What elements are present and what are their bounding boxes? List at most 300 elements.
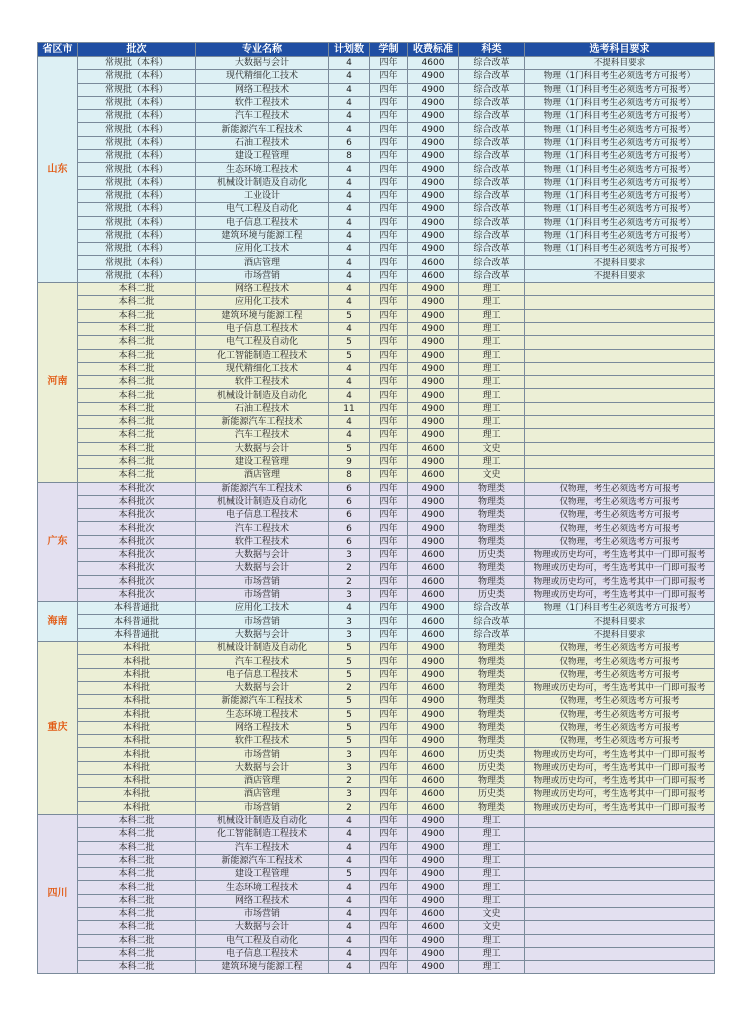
batch-cell: 常规批（本科） bbox=[78, 150, 196, 163]
fee-cell: 4600 bbox=[408, 748, 459, 761]
duration-cell: 四年 bbox=[370, 509, 408, 522]
requirement-cell: 物理或历史均可，考生选考其中一门即可报考 bbox=[525, 681, 715, 694]
requirement-cell: 物理或历史均可，考生选考其中一门即可报考 bbox=[525, 801, 715, 814]
plan-count-cell: 4 bbox=[329, 814, 370, 827]
major-cell: 市场营销 bbox=[196, 269, 329, 282]
major-cell: 市场营销 bbox=[196, 801, 329, 814]
plan-count-cell: 4 bbox=[329, 362, 370, 375]
requirement-cell bbox=[525, 828, 715, 841]
plan-count-cell: 3 bbox=[329, 628, 370, 641]
major-cell: 电气工程及自动化 bbox=[196, 203, 329, 216]
category-cell: 物理类 bbox=[459, 775, 525, 788]
duration-cell: 四年 bbox=[370, 336, 408, 349]
table-row bbox=[38, 203, 715, 216]
requirement-cell: 不提科目要求 bbox=[525, 57, 715, 70]
duration-cell: 四年 bbox=[370, 735, 408, 748]
batch-cell: 本科批 bbox=[78, 695, 196, 708]
plan-count-cell: 11 bbox=[329, 402, 370, 415]
plan-count-cell: 5 bbox=[329, 336, 370, 349]
fee-cell: 4900 bbox=[408, 336, 459, 349]
category-cell: 理工 bbox=[459, 868, 525, 881]
batch-cell: 本科二批 bbox=[78, 322, 196, 335]
batch-cell: 常规批（本科） bbox=[78, 256, 196, 269]
fee-cell: 4900 bbox=[408, 642, 459, 655]
table-row bbox=[38, 814, 715, 827]
table-body bbox=[38, 57, 715, 974]
table-row bbox=[38, 416, 715, 429]
major-cell: 市场营销 bbox=[196, 748, 329, 761]
plan-count-cell: 4 bbox=[329, 269, 370, 282]
table-row bbox=[38, 854, 715, 867]
batch-cell: 本科二批 bbox=[78, 283, 196, 296]
plan-count-cell: 4 bbox=[329, 416, 370, 429]
requirement-cell bbox=[525, 947, 715, 960]
major-cell: 电子信息工程技术 bbox=[196, 322, 329, 335]
table-row bbox=[38, 934, 715, 947]
batch-cell: 本科二批 bbox=[78, 908, 196, 921]
fee-cell: 4600 bbox=[408, 256, 459, 269]
table-row bbox=[38, 881, 715, 894]
plan-count-cell: 4 bbox=[329, 256, 370, 269]
fee-cell: 4900 bbox=[408, 668, 459, 681]
major-cell: 新能源汽车工程技术 bbox=[196, 854, 329, 867]
plan-count-cell: 4 bbox=[329, 934, 370, 947]
fee-cell: 4900 bbox=[408, 70, 459, 83]
duration-cell: 四年 bbox=[370, 548, 408, 561]
duration-cell: 四年 bbox=[370, 349, 408, 362]
plan-count-cell: 3 bbox=[329, 615, 370, 628]
table-row bbox=[38, 349, 715, 362]
category-cell: 理工 bbox=[459, 841, 525, 854]
major-cell: 机械设计制造及自动化 bbox=[196, 814, 329, 827]
requirement-cell: 物理（1门科目考生必须选考方可报考） bbox=[525, 83, 715, 96]
batch-cell: 本科二批 bbox=[78, 921, 196, 934]
category-cell: 历史类 bbox=[459, 761, 525, 774]
duration-cell: 四年 bbox=[370, 522, 408, 535]
major-cell: 汽车工程技术 bbox=[196, 429, 329, 442]
table-row bbox=[38, 642, 715, 655]
batch-cell: 本科批 bbox=[78, 801, 196, 814]
plan-count-cell: 4 bbox=[329, 283, 370, 296]
plan-count-cell: 5 bbox=[329, 668, 370, 681]
fee-cell: 4600 bbox=[408, 921, 459, 934]
plan-count-cell: 5 bbox=[329, 642, 370, 655]
requirement-cell bbox=[525, 309, 715, 322]
major-cell: 汽车工程技术 bbox=[196, 110, 329, 123]
category-cell: 综合改革 bbox=[459, 189, 525, 202]
batch-cell: 本科批次 bbox=[78, 562, 196, 575]
duration-cell: 四年 bbox=[370, 269, 408, 282]
plan-count-cell: 4 bbox=[329, 296, 370, 309]
duration-cell: 四年 bbox=[370, 402, 408, 415]
table-row bbox=[38, 429, 715, 442]
major-cell: 网络工程技术 bbox=[196, 721, 329, 734]
table-row bbox=[38, 376, 715, 389]
batch-cell: 本科批 bbox=[78, 748, 196, 761]
plan-count-cell: 4 bbox=[329, 203, 370, 216]
duration-cell: 四年 bbox=[370, 256, 408, 269]
duration-cell: 四年 bbox=[370, 602, 408, 615]
batch-cell: 本科批 bbox=[78, 761, 196, 774]
major-cell: 建筑环境与能源工程 bbox=[196, 309, 329, 322]
category-cell: 理工 bbox=[459, 309, 525, 322]
requirement-cell: 仅物理，考生必须选考方可报考 bbox=[525, 642, 715, 655]
duration-cell: 四年 bbox=[370, 176, 408, 189]
batch-cell: 本科二批 bbox=[78, 841, 196, 854]
major-cell: 新能源汽车工程技术 bbox=[196, 416, 329, 429]
plan-count-cell: 4 bbox=[329, 881, 370, 894]
province-cell: 四川 bbox=[38, 814, 78, 974]
category-cell: 理工 bbox=[459, 322, 525, 335]
duration-cell: 四年 bbox=[370, 416, 408, 429]
fee-cell: 4900 bbox=[408, 123, 459, 136]
plan-count-cell: 5 bbox=[329, 695, 370, 708]
table-row bbox=[38, 721, 715, 734]
category-cell: 理工 bbox=[459, 296, 525, 309]
table-row bbox=[38, 522, 715, 535]
requirement-cell bbox=[525, 283, 715, 296]
duration-cell: 四年 bbox=[370, 442, 408, 455]
plan-count-cell: 3 bbox=[329, 588, 370, 601]
category-cell: 综合改革 bbox=[459, 602, 525, 615]
major-cell: 新能源汽车工程技术 bbox=[196, 482, 329, 495]
fee-cell: 4600 bbox=[408, 788, 459, 801]
duration-cell: 四年 bbox=[370, 615, 408, 628]
table-row bbox=[38, 548, 715, 561]
major-cell: 网络工程技术 bbox=[196, 83, 329, 96]
major-cell: 电气工程及自动化 bbox=[196, 934, 329, 947]
table-row bbox=[38, 535, 715, 548]
plan-count-cell: 4 bbox=[329, 947, 370, 960]
table-row bbox=[38, 947, 715, 960]
major-cell: 汽车工程技术 bbox=[196, 841, 329, 854]
duration-cell: 四年 bbox=[370, 881, 408, 894]
batch-cell: 本科批 bbox=[78, 668, 196, 681]
category-cell: 历史类 bbox=[459, 548, 525, 561]
batch-cell: 本科二批 bbox=[78, 362, 196, 375]
plan-count-cell: 3 bbox=[329, 761, 370, 774]
category-cell: 理工 bbox=[459, 455, 525, 468]
fee-cell: 4900 bbox=[408, 482, 459, 495]
table-row bbox=[38, 708, 715, 721]
duration-cell: 四年 bbox=[370, 695, 408, 708]
table-row bbox=[38, 788, 715, 801]
batch-cell: 本科二批 bbox=[78, 442, 196, 455]
duration-cell: 四年 bbox=[370, 309, 408, 322]
category-cell: 物理类 bbox=[459, 642, 525, 655]
batch-cell: 本科二批 bbox=[78, 309, 196, 322]
category-cell: 综合改革 bbox=[459, 110, 525, 123]
table-row bbox=[38, 442, 715, 455]
major-cell: 网络工程技术 bbox=[196, 894, 329, 907]
requirement-cell bbox=[525, 362, 715, 375]
major-cell: 应用化工技术 bbox=[196, 602, 329, 615]
plan-count-cell: 5 bbox=[329, 721, 370, 734]
plan-count-cell: 4 bbox=[329, 602, 370, 615]
plan-count-cell: 3 bbox=[329, 748, 370, 761]
category-cell: 综合改革 bbox=[459, 615, 525, 628]
major-cell: 大数据与会计 bbox=[196, 628, 329, 641]
category-cell: 理工 bbox=[459, 894, 525, 907]
duration-cell: 四年 bbox=[370, 243, 408, 256]
category-cell: 综合改革 bbox=[459, 123, 525, 136]
duration-cell: 四年 bbox=[370, 455, 408, 468]
fee-cell: 4900 bbox=[408, 362, 459, 375]
table-row bbox=[38, 70, 715, 83]
category-cell: 综合改革 bbox=[459, 628, 525, 641]
category-cell: 理工 bbox=[459, 389, 525, 402]
table-row bbox=[38, 110, 715, 123]
table-row bbox=[38, 336, 715, 349]
category-cell: 历史类 bbox=[459, 588, 525, 601]
duration-cell: 四年 bbox=[370, 535, 408, 548]
fee-cell: 4600 bbox=[408, 57, 459, 70]
major-cell: 市场营销 bbox=[196, 615, 329, 628]
table-row bbox=[38, 362, 715, 375]
plan-count-cell: 5 bbox=[329, 735, 370, 748]
duration-cell: 四年 bbox=[370, 203, 408, 216]
fee-cell: 4900 bbox=[408, 535, 459, 548]
plan-count-cell: 4 bbox=[329, 216, 370, 229]
table-row bbox=[38, 229, 715, 242]
duration-cell: 四年 bbox=[370, 123, 408, 136]
requirement-cell bbox=[525, 881, 715, 894]
requirement-cell: 物理（1门科目考生必须选考方可报考） bbox=[525, 243, 715, 256]
table-row bbox=[38, 402, 715, 415]
fee-cell: 4900 bbox=[408, 708, 459, 721]
plan-count-cell: 4 bbox=[329, 163, 370, 176]
table-row bbox=[38, 256, 715, 269]
header-province: 省区市 bbox=[38, 43, 78, 57]
fee-cell: 4900 bbox=[408, 522, 459, 535]
requirement-cell bbox=[525, 961, 715, 974]
category-cell: 文史 bbox=[459, 442, 525, 455]
duration-cell: 四年 bbox=[370, 655, 408, 668]
table-row bbox=[38, 469, 715, 482]
plan-count-cell: 6 bbox=[329, 535, 370, 548]
plan-count-cell: 2 bbox=[329, 681, 370, 694]
plan-count-cell: 4 bbox=[329, 123, 370, 136]
duration-cell: 四年 bbox=[370, 189, 408, 202]
requirement-cell bbox=[525, 429, 715, 442]
table-row bbox=[38, 389, 715, 402]
category-cell: 物理类 bbox=[459, 562, 525, 575]
major-cell: 工业设计 bbox=[196, 189, 329, 202]
duration-cell: 四年 bbox=[370, 362, 408, 375]
major-cell: 酒店管理 bbox=[196, 775, 329, 788]
category-cell: 理工 bbox=[459, 934, 525, 947]
batch-cell: 常规批（本科） bbox=[78, 163, 196, 176]
table-row bbox=[38, 482, 715, 495]
table-row bbox=[38, 163, 715, 176]
duration-cell: 四年 bbox=[370, 921, 408, 934]
requirement-cell bbox=[525, 376, 715, 389]
category-cell: 理工 bbox=[459, 416, 525, 429]
plan-count-cell: 9 bbox=[329, 455, 370, 468]
requirement-cell bbox=[525, 402, 715, 415]
header-subject-requirement: 选考科目要求 bbox=[525, 43, 715, 57]
fee-cell: 4900 bbox=[408, 243, 459, 256]
requirement-cell: 物理（1门科目考生必须选考方可报考） bbox=[525, 150, 715, 163]
major-cell: 生态环境工程技术 bbox=[196, 708, 329, 721]
category-cell: 综合改革 bbox=[459, 163, 525, 176]
plan-count-cell: 2 bbox=[329, 575, 370, 588]
requirement-cell bbox=[525, 868, 715, 881]
duration-cell: 四年 bbox=[370, 814, 408, 827]
requirement-cell: 物理（1门科目考生必须选考方可报考） bbox=[525, 176, 715, 189]
requirement-cell: 物理或历史均可，考生选考其中一门即可报考 bbox=[525, 761, 715, 774]
table-row bbox=[38, 575, 715, 588]
fee-cell: 4600 bbox=[408, 775, 459, 788]
requirement-cell: 物理（1门科目考生必须选考方可报考） bbox=[525, 110, 715, 123]
major-cell: 应用化工技术 bbox=[196, 296, 329, 309]
major-cell: 现代精细化工技术 bbox=[196, 70, 329, 83]
category-cell: 理工 bbox=[459, 881, 525, 894]
plan-count-cell: 4 bbox=[329, 854, 370, 867]
duration-cell: 四年 bbox=[370, 296, 408, 309]
batch-cell: 本科二批 bbox=[78, 429, 196, 442]
fee-cell: 4900 bbox=[408, 868, 459, 881]
major-cell: 石油工程技术 bbox=[196, 136, 329, 149]
duration-cell: 四年 bbox=[370, 894, 408, 907]
fee-cell: 4900 bbox=[408, 961, 459, 974]
batch-cell: 本科二批 bbox=[78, 961, 196, 974]
requirement-cell bbox=[525, 921, 715, 934]
category-cell: 物理类 bbox=[459, 522, 525, 535]
category-cell: 理工 bbox=[459, 814, 525, 827]
duration-cell: 四年 bbox=[370, 70, 408, 83]
category-cell: 物理类 bbox=[459, 695, 525, 708]
table-row bbox=[38, 309, 715, 322]
fee-cell: 4600 bbox=[408, 801, 459, 814]
fee-cell: 4600 bbox=[408, 548, 459, 561]
category-cell: 理工 bbox=[459, 429, 525, 442]
batch-cell: 本科批 bbox=[78, 775, 196, 788]
requirement-cell: 物理或历史均可，考生选考其中一门即可报考 bbox=[525, 748, 715, 761]
duration-cell: 四年 bbox=[370, 83, 408, 96]
category-cell: 物理类 bbox=[459, 575, 525, 588]
batch-cell: 本科批 bbox=[78, 708, 196, 721]
duration-cell: 四年 bbox=[370, 429, 408, 442]
batch-cell: 本科批次 bbox=[78, 588, 196, 601]
duration-cell: 四年 bbox=[370, 788, 408, 801]
category-cell: 综合改革 bbox=[459, 176, 525, 189]
category-cell: 理工 bbox=[459, 828, 525, 841]
table-row bbox=[38, 269, 715, 282]
category-cell: 物理类 bbox=[459, 495, 525, 508]
plan-count-cell: 6 bbox=[329, 136, 370, 149]
table-row bbox=[38, 695, 715, 708]
table-row bbox=[38, 176, 715, 189]
province-cell: 河南 bbox=[38, 283, 78, 482]
plan-count-cell: 6 bbox=[329, 495, 370, 508]
major-cell: 应用化工技术 bbox=[196, 243, 329, 256]
header-fee: 收费标准 bbox=[408, 43, 459, 57]
plan-count-cell: 6 bbox=[329, 509, 370, 522]
major-cell: 酒店管理 bbox=[196, 256, 329, 269]
batch-cell: 常规批（本科） bbox=[78, 57, 196, 70]
fee-cell: 4900 bbox=[408, 189, 459, 202]
batch-cell: 常规批（本科） bbox=[78, 136, 196, 149]
fee-cell: 4900 bbox=[408, 894, 459, 907]
batch-cell: 常规批（本科） bbox=[78, 243, 196, 256]
category-cell: 综合改革 bbox=[459, 256, 525, 269]
batch-cell: 常规批（本科） bbox=[78, 189, 196, 202]
requirement-cell bbox=[525, 854, 715, 867]
province-cell: 重庆 bbox=[38, 642, 78, 815]
plan-count-cell: 8 bbox=[329, 150, 370, 163]
requirement-cell: 物理（1门科目考生必须选考方可报考） bbox=[525, 203, 715, 216]
category-cell: 综合改革 bbox=[459, 229, 525, 242]
major-cell: 网络工程技术 bbox=[196, 283, 329, 296]
table-row bbox=[38, 123, 715, 136]
duration-cell: 四年 bbox=[370, 961, 408, 974]
batch-cell: 本科普通批 bbox=[78, 602, 196, 615]
requirement-cell: 仅物理，考生必须选考方可报考 bbox=[525, 509, 715, 522]
major-cell: 建设工程管理 bbox=[196, 868, 329, 881]
batch-cell: 本科批 bbox=[78, 788, 196, 801]
table-row bbox=[38, 775, 715, 788]
major-cell: 机械设计制造及自动化 bbox=[196, 495, 329, 508]
duration-cell: 四年 bbox=[370, 801, 408, 814]
category-cell: 理工 bbox=[459, 402, 525, 415]
duration-cell: 四年 bbox=[370, 229, 408, 242]
duration-cell: 四年 bbox=[370, 469, 408, 482]
table-row bbox=[38, 562, 715, 575]
fee-cell: 4900 bbox=[408, 163, 459, 176]
category-cell: 文史 bbox=[459, 469, 525, 482]
duration-cell: 四年 bbox=[370, 854, 408, 867]
batch-cell: 本科二批 bbox=[78, 389, 196, 402]
category-cell: 综合改革 bbox=[459, 150, 525, 163]
duration-cell: 四年 bbox=[370, 482, 408, 495]
requirement-cell: 物理（1门科目考生必须选考方可报考） bbox=[525, 602, 715, 615]
requirement-cell: 物理或历史均可，考生选考其中一门即可报考 bbox=[525, 788, 715, 801]
plan-count-cell: 8 bbox=[329, 469, 370, 482]
batch-cell: 本科二批 bbox=[78, 868, 196, 881]
fee-cell: 4900 bbox=[408, 947, 459, 960]
header-plan-count: 计划数 bbox=[329, 43, 370, 57]
batch-cell: 本科普通批 bbox=[78, 628, 196, 641]
major-cell: 大数据与会计 bbox=[196, 548, 329, 561]
requirement-cell bbox=[525, 934, 715, 947]
fee-cell: 4900 bbox=[408, 96, 459, 109]
major-cell: 化工智能制造工程技术 bbox=[196, 349, 329, 362]
fee-cell: 4900 bbox=[408, 814, 459, 827]
category-cell: 物理类 bbox=[459, 668, 525, 681]
duration-cell: 四年 bbox=[370, 681, 408, 694]
table-row bbox=[38, 894, 715, 907]
category-cell: 理工 bbox=[459, 376, 525, 389]
category-cell: 综合改革 bbox=[459, 136, 525, 149]
table-row bbox=[38, 495, 715, 508]
category-cell: 理工 bbox=[459, 854, 525, 867]
major-cell: 化工智能制造工程技术 bbox=[196, 828, 329, 841]
major-cell: 生态环境工程技术 bbox=[196, 163, 329, 176]
batch-cell: 本科批次 bbox=[78, 535, 196, 548]
major-cell: 市场营销 bbox=[196, 908, 329, 921]
plan-count-cell: 4 bbox=[329, 110, 370, 123]
batch-cell: 常规批（本科） bbox=[78, 203, 196, 216]
table-row bbox=[38, 681, 715, 694]
table-row bbox=[38, 628, 715, 641]
fee-cell: 4900 bbox=[408, 881, 459, 894]
major-cell: 生态环境工程技术 bbox=[196, 881, 329, 894]
fee-cell: 4900 bbox=[408, 150, 459, 163]
duration-cell: 四年 bbox=[370, 668, 408, 681]
table-row bbox=[38, 96, 715, 109]
major-cell: 建设工程管理 bbox=[196, 150, 329, 163]
